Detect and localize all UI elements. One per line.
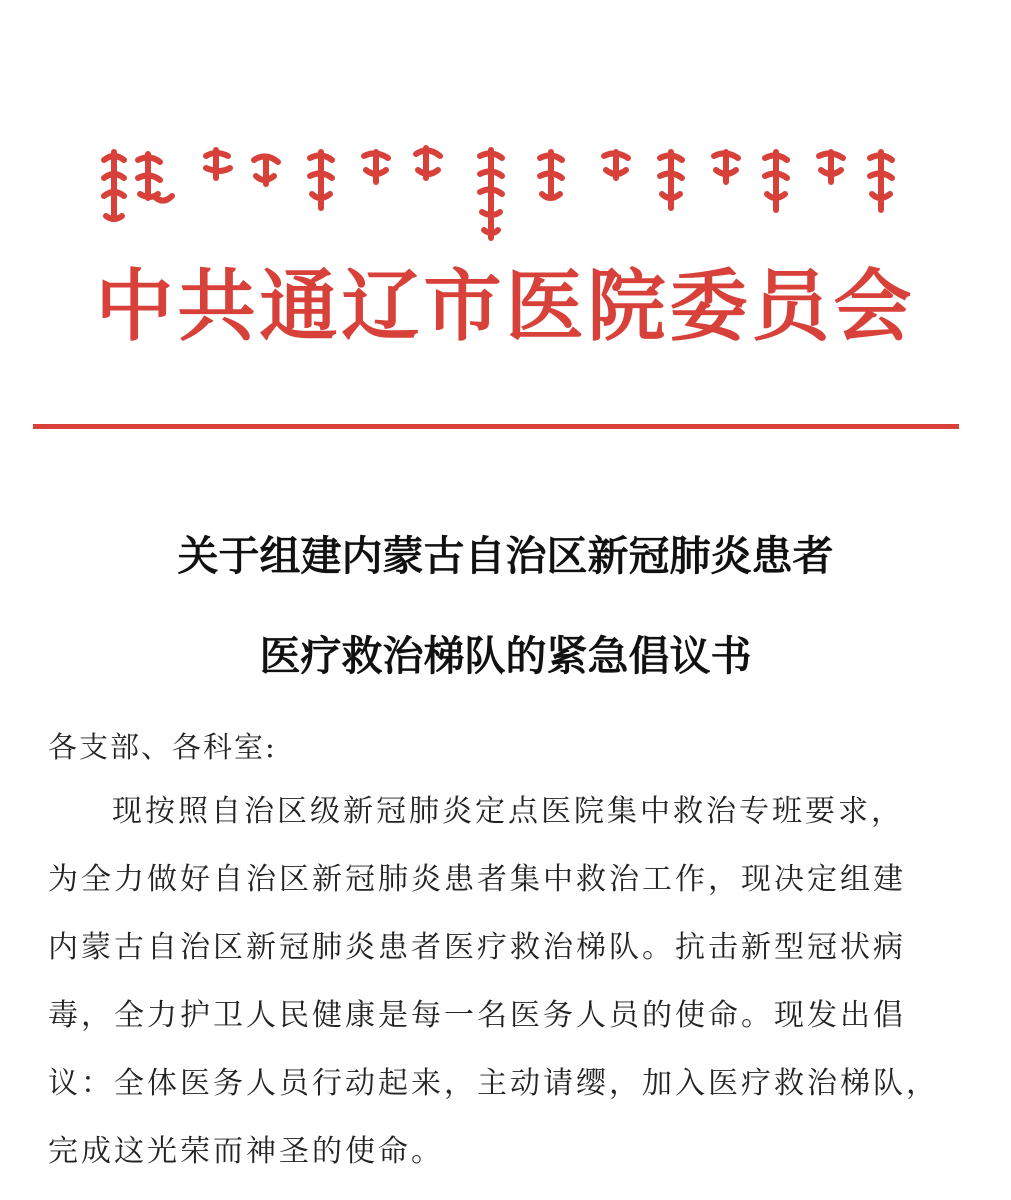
salutation: 各支部、各科室: [48, 730, 277, 764]
body-paragraph-line: 完成这光荣而神圣的使命。 [48, 1134, 444, 1169]
document-title-line-2: 医疗救治梯队的紧急倡议书 [259, 632, 752, 680]
mongolian-script-heading [96, 138, 896, 248]
organization-title: 中共通辽市医院委员会 [95, 262, 916, 352]
red-divider-line [33, 424, 959, 429]
body-paragraph-line: 毒，全力护卫人民健康是每一名医务人员的使命。现发出倡 [48, 998, 906, 1033]
body-paragraph-line: 内蒙古自治区新冠肺炎患者医疗救治梯队。抗击新型冠状病 [48, 930, 906, 965]
body-paragraph-line: 为全力做好自治区新冠肺炎患者集中救治工作，现决定组建 [48, 862, 906, 897]
document-title-line-1: 关于组建内蒙古自治区新冠肺炎患者 [177, 532, 834, 580]
body-paragraph-line: 现按照自治区级新冠肺炎定点医院集中救治专班要求， [112, 794, 904, 829]
body-paragraph-line: 议：全体医务人员行动起来，主动请缨，加入医疗救治梯队， [48, 1066, 939, 1101]
